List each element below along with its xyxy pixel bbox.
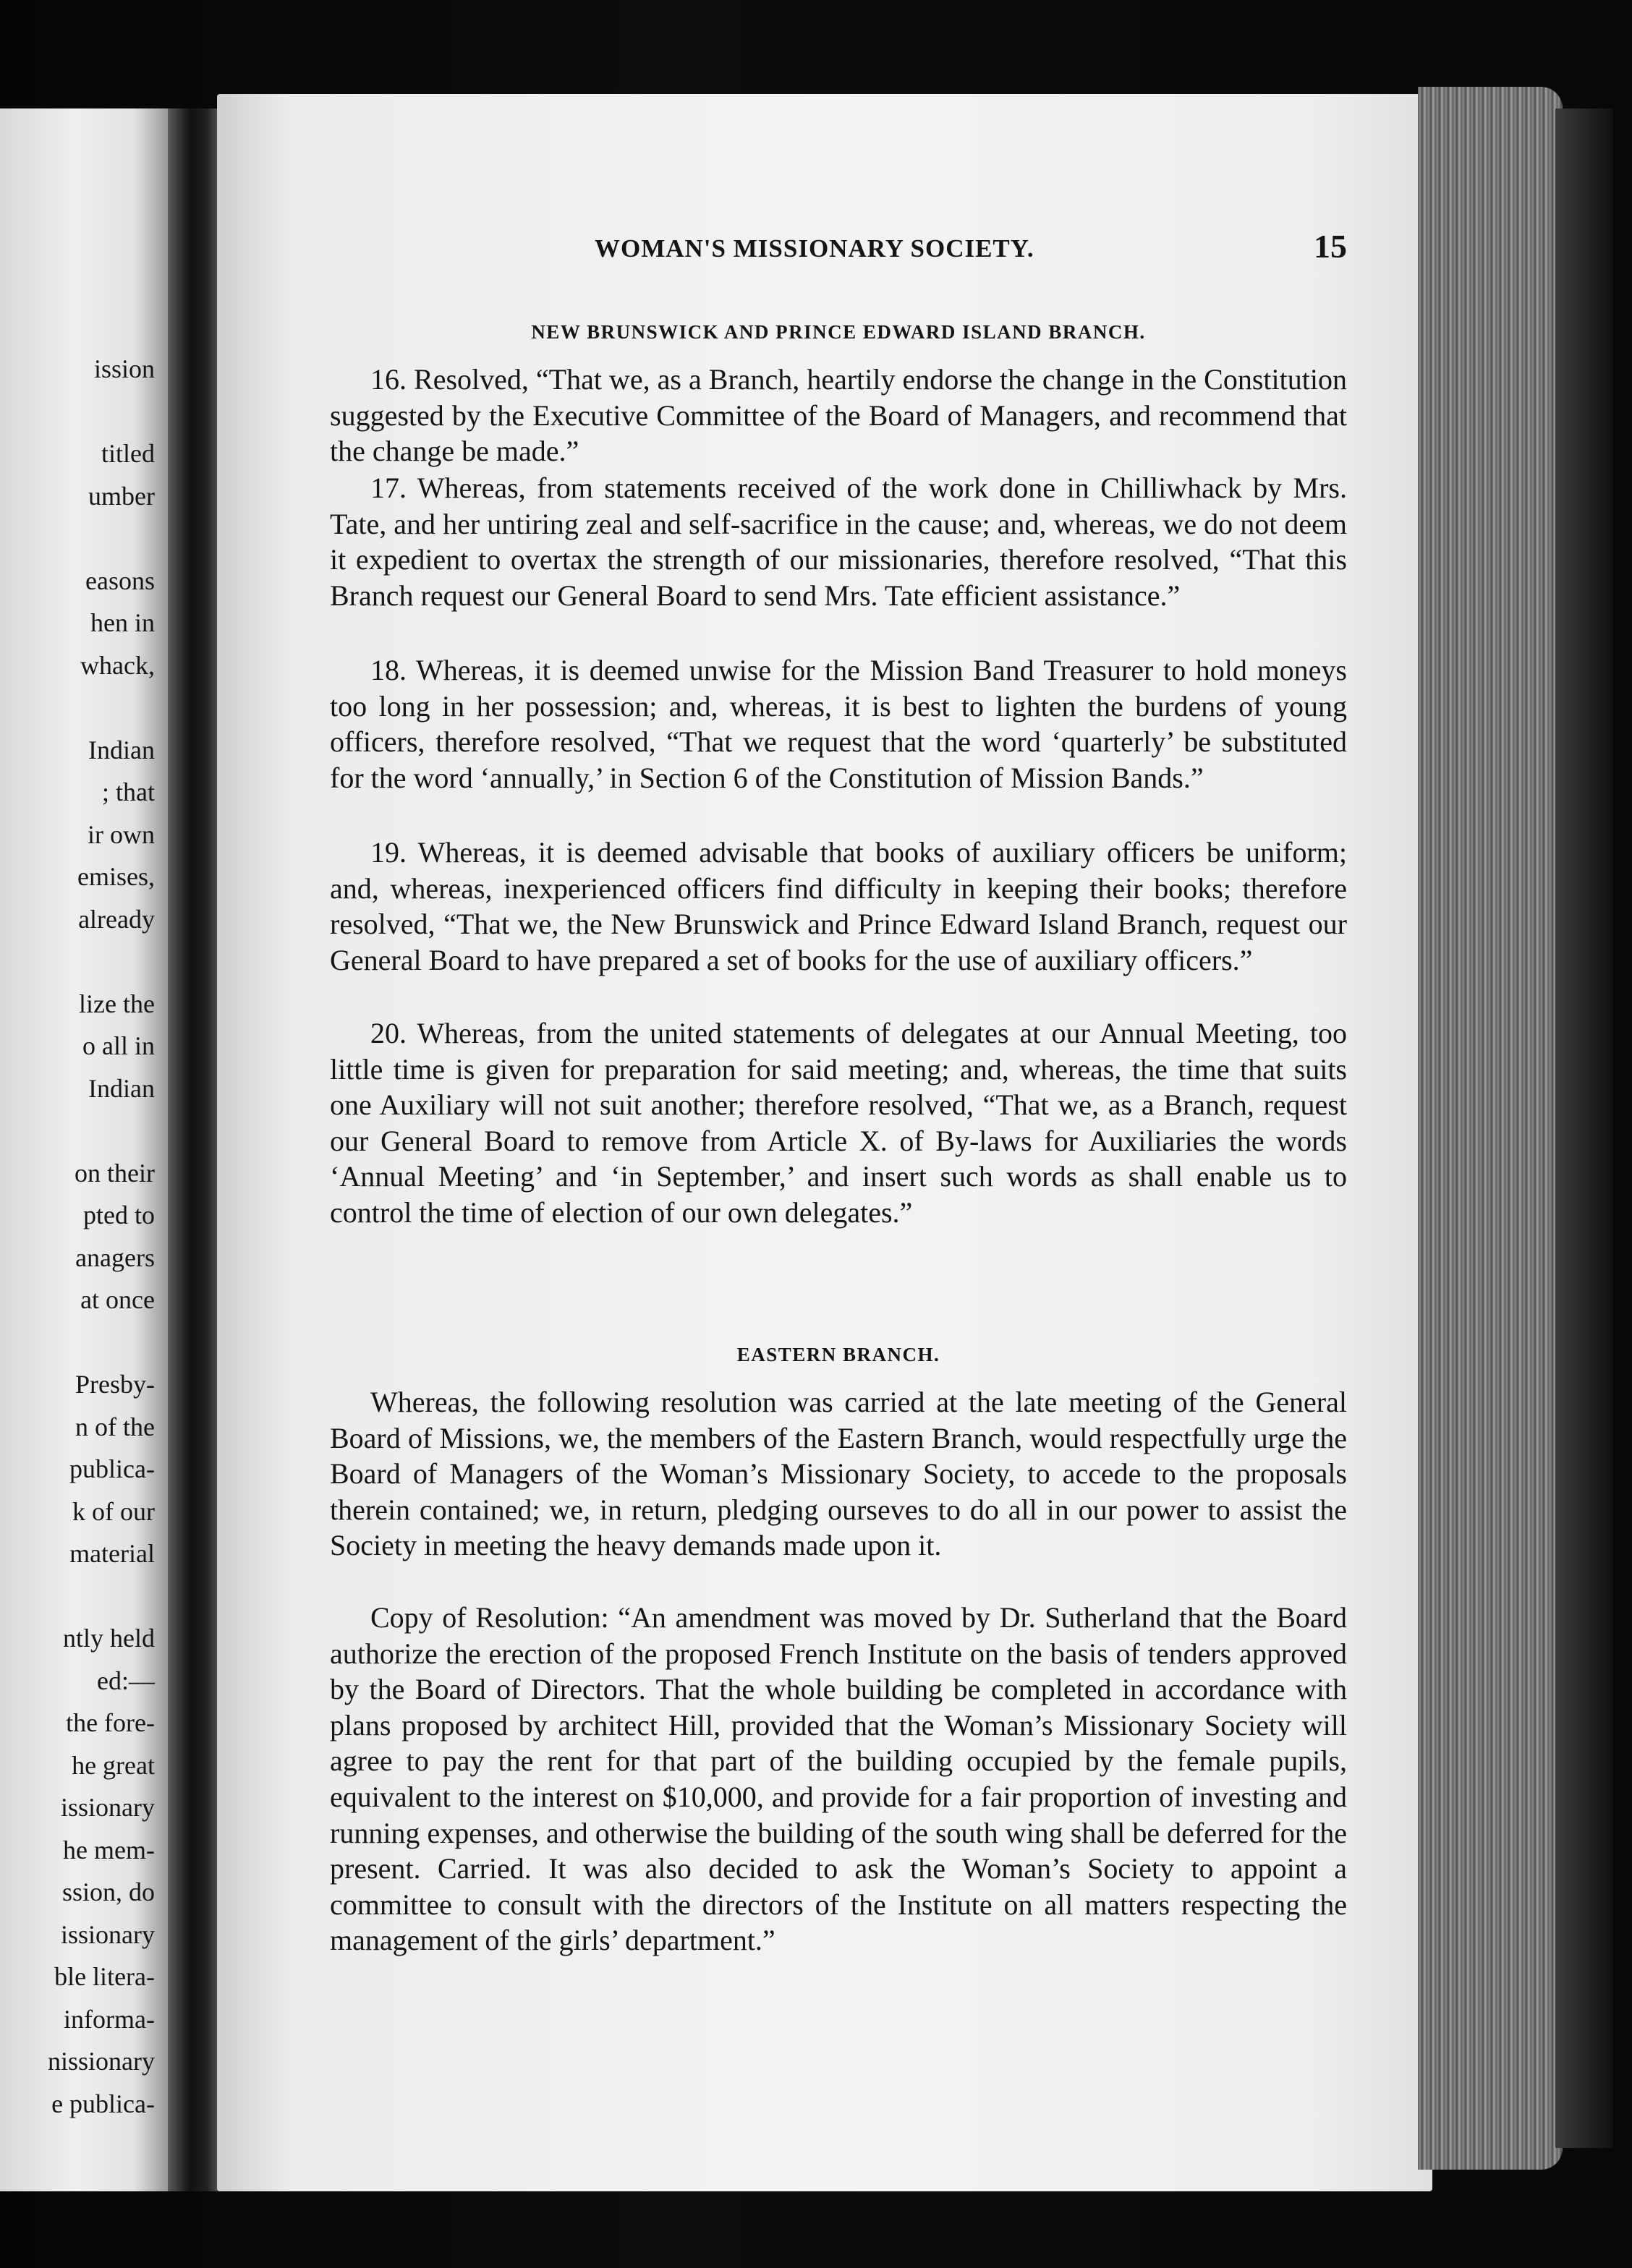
left-page-line: titled [101, 439, 155, 468]
page-edges-shadow [1555, 108, 1613, 2148]
left-page-line: pted to [83, 1201, 155, 1229]
left-page-line: ; that [102, 777, 155, 806]
page-number: 15 [1314, 228, 1347, 265]
running-head [330, 224, 1347, 268]
left-page-line: e publica- [51, 2089, 155, 2118]
left-page-line: hen in [90, 608, 155, 637]
left-page-line: whack, [80, 650, 155, 680]
section-heading-nb-pei: NEW BRUNSWICK AND PRINCE EDWARD ISLAND BRANCH. [531, 321, 1146, 343]
left-page-line: lize the [79, 989, 155, 1018]
left-page-line: issionary [61, 1919, 155, 1949]
resolution-17: 17. Whereas, from statements received of the work done in Chilliwhack by Mrs. Tate, and her untiring zeal and self-sacrifice in the cause; and, whereas, we do not deem it expedient to overtax the strength of our missionaries, therefore resolved, “That this Branch request our General Board to send Mrs. Tate efficient assistance.” [330, 472, 1347, 612]
left-page-line: k of our [72, 1496, 155, 1526]
left-page-line: o all in [82, 1031, 155, 1060]
left-page-line: already [78, 904, 155, 934]
left-page-line: at once [80, 1285, 155, 1314]
left-page-line: easons [85, 566, 155, 595]
left-page-line: ir own [88, 819, 155, 849]
resolution-19: 19. Whereas, it is deemed advisable that books of auxiliary officers be uniform; and, whereas, inexperienced officers find difficulty in keeping their books; therefore resolved, “That we, the New Brunswick and Prince Edward Island Branch, request our General Board to have prepared a set of books for the use of auxiliary officers.” [330, 836, 1347, 976]
resolution-20: 20. Whereas, from the united statements of delegates at our Annual Meeting, too little time is given for preparation for said meeting; and, whereas, the time that suits one Auxiliary will not suit another; therefore resolved, “That we, as a Branch, request our General Board to remove from Article X. of By-laws for Auxiliaries the words ‘Annual Meeting’ and ‘in September,’ and insert such words as shall enable us to control the time of election of our own delegates.” [330, 1017, 1347, 1229]
left-page-line: nissionary [48, 2047, 155, 2076]
left-page-line: on their [75, 1158, 155, 1188]
section-heading-eastern: EASTERN BRANCH. [736, 1344, 940, 1365]
left-page-line: Indian [88, 1073, 155, 1103]
copy-of-resolution: Copy of Resolution: “An amendment was moved by Dr. Sutherland that the Board authorize the erection of the proposed French Institute on the basis of tenders approved by the Board of Directors. That the whole building be completed in accordance with plans proposed by architect Hill, provided that the Woman’s Missionary Society will agree to pay the rent for that part of the building occupied by the female pupils, equivalent to the interest on $10,000, and provide for a fair proportion of investing and running expenses, and otherwise the building of the south wing shall be deferred for the present. Carried. It was also decided to ask the Woman’s Society to appoint a committee to consult with the directors of the Institute on all matters respecting the management of the girls’ department.” [330, 1601, 1347, 1957]
previous-page-fragment [0, 108, 168, 2191]
left-page-line: Presby- [75, 1370, 155, 1399]
left-page-line: he great [72, 1750, 155, 1780]
left-page-line: publica- [69, 1454, 155, 1483]
left-page-line: he mem- [63, 1835, 155, 1864]
left-page-line: issionary [61, 1793, 155, 1822]
left-page-line: ed:— [97, 1666, 155, 1695]
left-page-line: Indian [88, 735, 155, 764]
left-page-line: emises, [77, 862, 155, 891]
running-title: WOMAN'S MISSIONARY SOCIETY. [595, 234, 1034, 263]
page-edges [1418, 87, 1563, 2170]
left-page-line: ission [93, 354, 155, 383]
resolution-16: 16. Resolved, “That we, as a Branch, heartily endorse the change in the Constitution suggested by the Executive Committee of the Board of Managers, and recommend that the change be made.” [330, 363, 1347, 468]
left-page-line: informa- [64, 2004, 155, 2034]
left-page-line: n of the [75, 1412, 155, 1441]
left-page-line: ble litera- [54, 1962, 155, 1991]
resolution-18: 18. Whereas, it is deemed unwise for the Mission Band Treasurer to hold moneys too long in her possession; and, whereas, it is best to lighten the burdens of young officers, therefore resolved, “That we request that the word ‘quarterly’ be substituted for the word ‘annually,’ in Section 6 of the Constitution of Mission Bands.” [330, 654, 1347, 794]
left-page-line: ssion, do [61, 1877, 155, 1906]
left-page-line: ntly held [63, 1624, 155, 1653]
left-page-line: umber [88, 481, 155, 511]
left-page-line: the fore- [66, 1708, 155, 1737]
eastern-branch-preamble: Whereas, the following resolution was carried at the late meeting of the General Board of Missions, we, the members of the Eastern Branch, would respectfully urge the Board of Managers of the Woman’s Missionary Society, to accede to the proposals therein contained; we, in return, pledging ourseves to do all in our power to assist the Society in meeting the heavy demands made upon it. [330, 1386, 1347, 1562]
left-page-line: material [69, 1539, 155, 1568]
left-page-line: anagers [75, 1242, 155, 1272]
